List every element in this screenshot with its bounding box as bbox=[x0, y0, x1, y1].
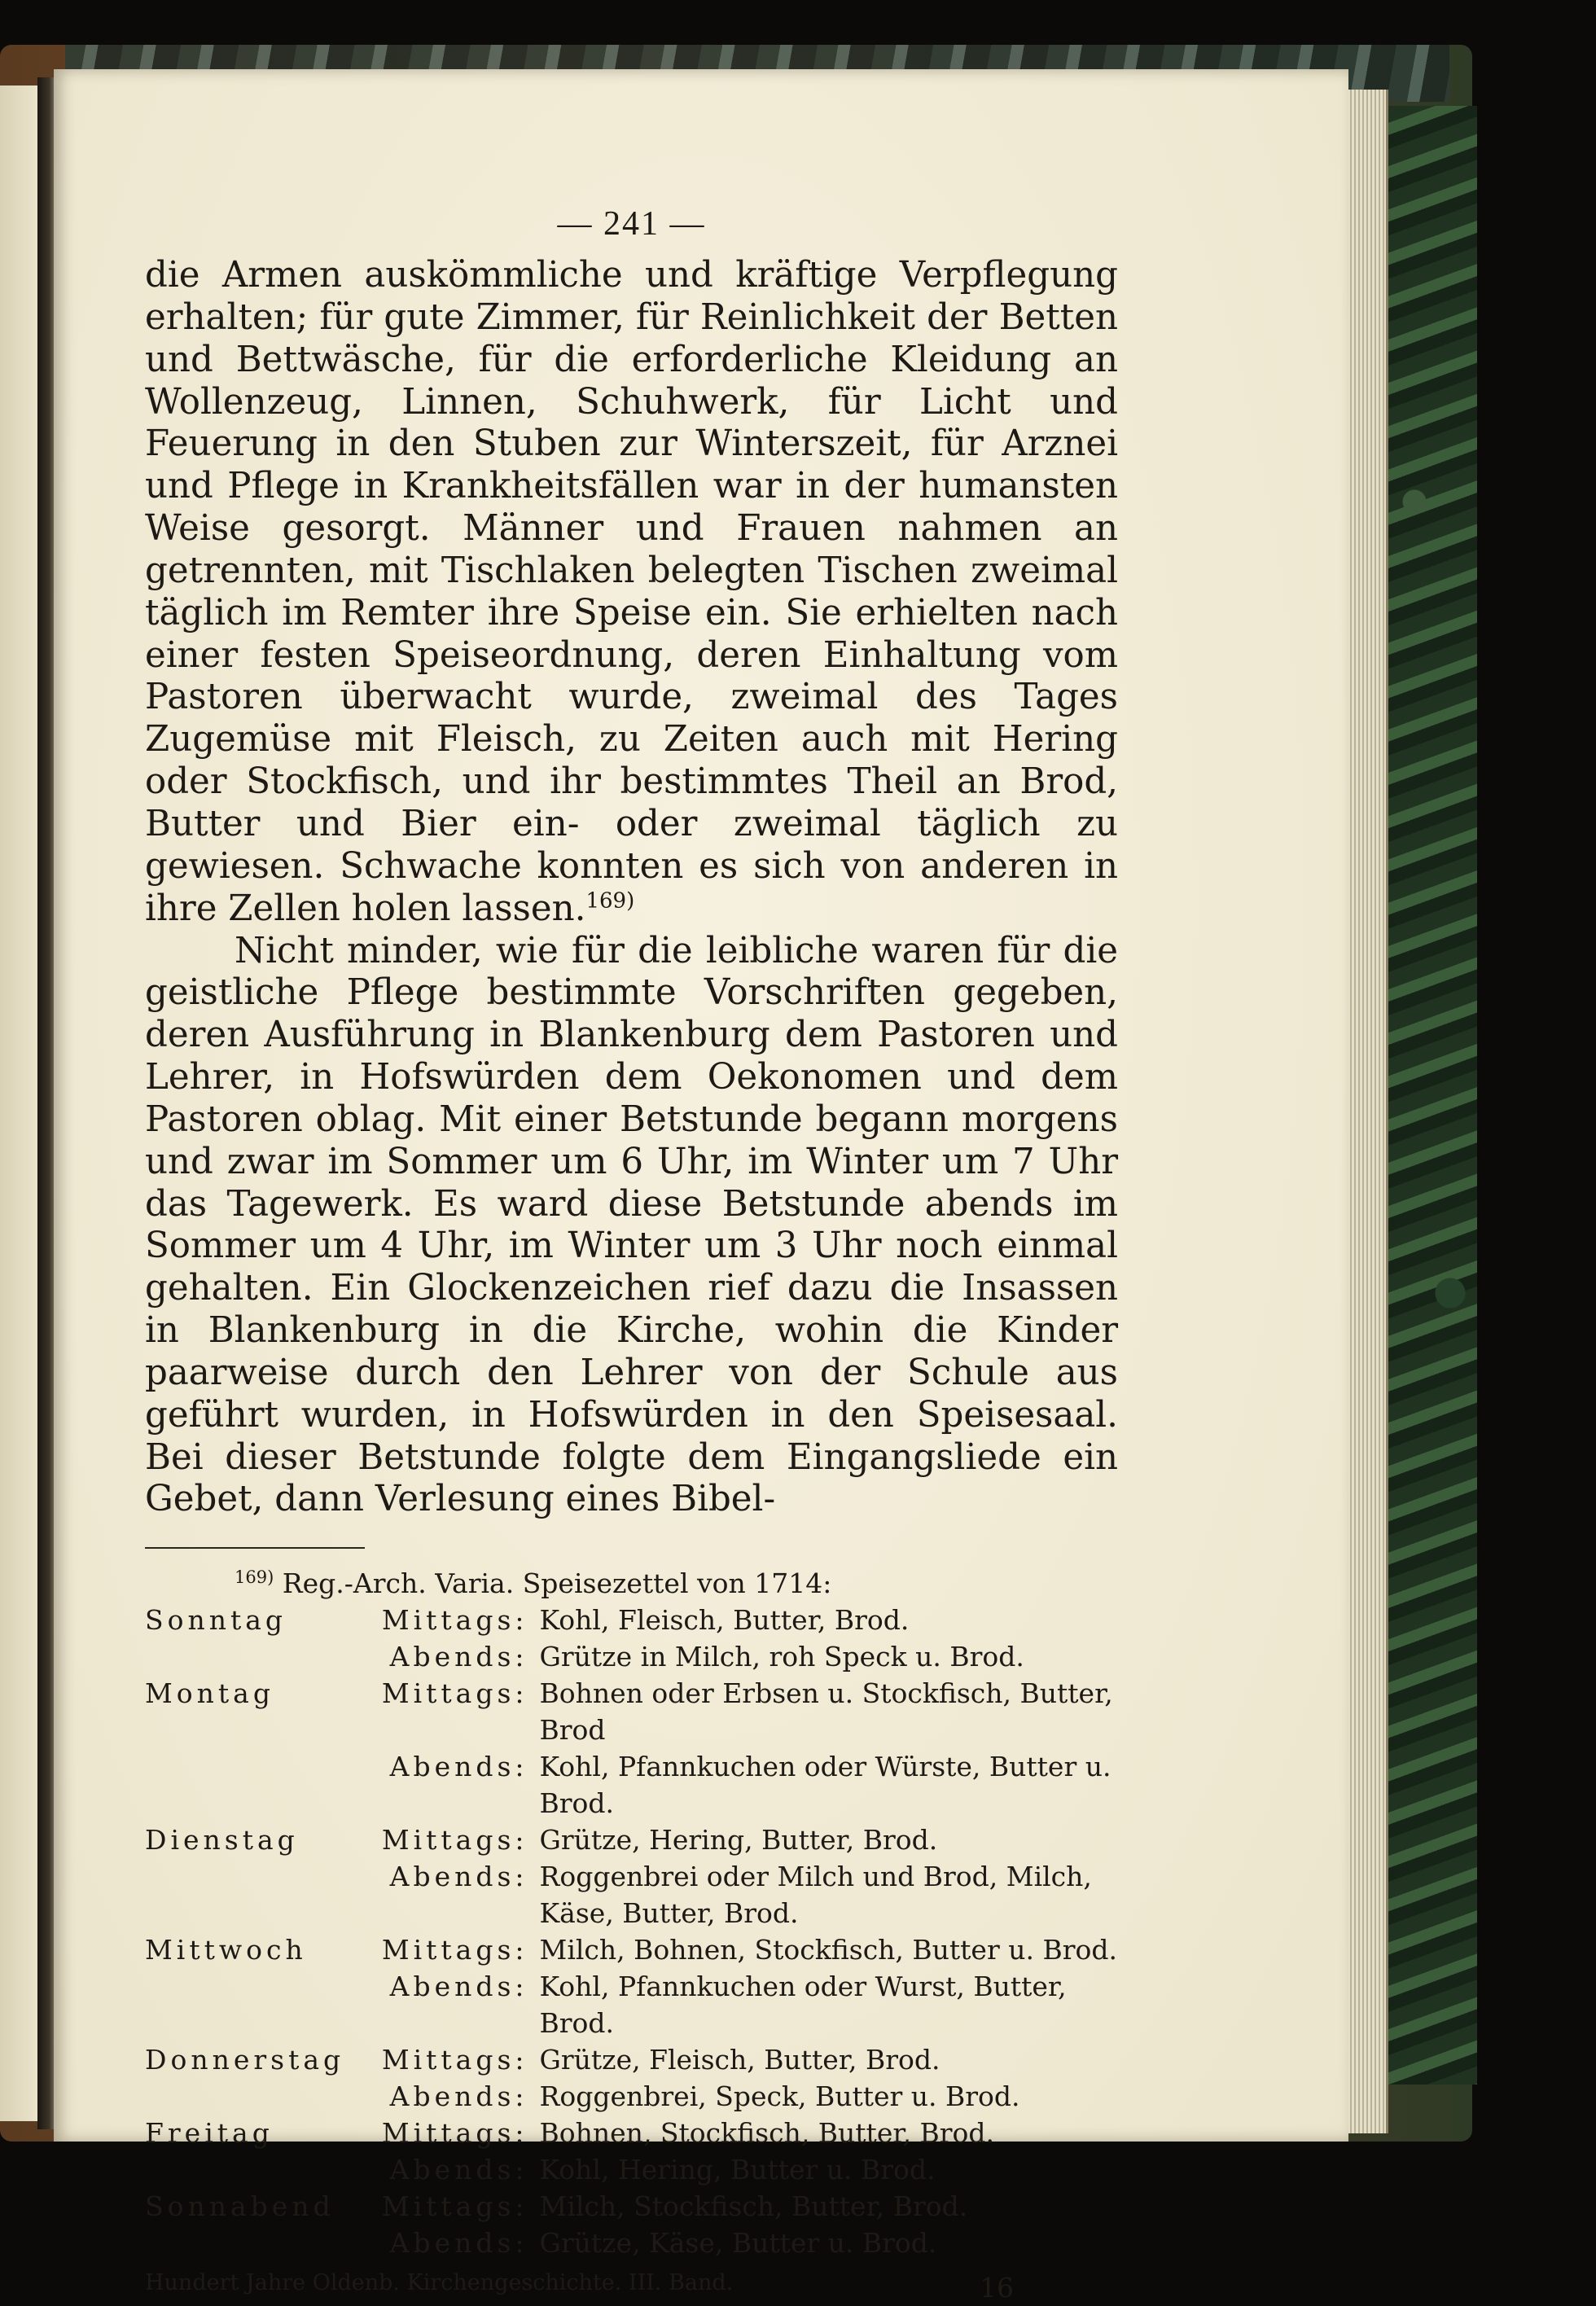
marbled-board bbox=[1384, 106, 1477, 2085]
paragraph-2: Nicht minder, wie für die leibliche waren für die geistliche Pflege bestimmte Vorschriften gegeben, deren Ausführung in Blankenburg dem Pastoren und Lehrer, in Hofswürden dem Oekonomen und dem Pastoren oblag. Mit einer Betstunde begann morgens und zwar im Sommer um 6 Uhr, im Winter um 7 Uhr das Tagewerk. Es ward diese Betstunde abends im Sommer um 4 Uhr, im Winter um 3 Uhr noch einmal gehalten. Ein Glockenzeichen rief dazu die Insassen in Blankenburg in die Kirche, wohin die Kinder paarweise durch den Lehrer von der Schule aus geführt wurden, in Hofswürden in den Speisesaal. Bei dieser Betstunde folgte dem Eingangsliede ein Gebet, dann Verlesung eines Bibel- bbox=[145, 930, 1118, 1520]
footnote-title-text: Reg.-Arch. Varia. Speisezettel von 1714: bbox=[282, 1567, 832, 1600]
page-content bbox=[145, 199, 1118, 2304]
page-number: — 241 — bbox=[557, 205, 706, 243]
menu-food: Grütze, Käse, Butter u. Brod. bbox=[539, 2227, 937, 2260]
menu-food: Grütze in Milch, roh Speck u. Brod. bbox=[539, 1641, 1024, 1673]
menu-row bbox=[145, 2078, 1118, 2115]
menu-food: Grütze, Hering, Butter, Brod. bbox=[539, 1824, 938, 1857]
menu-row bbox=[145, 1748, 1118, 1822]
menu-day bbox=[145, 2151, 344, 2188]
menu-meal: Abends: bbox=[389, 1861, 528, 1893]
menu-row bbox=[145, 1675, 1118, 1748]
menu-food: Kohl, Pfannkuchen oder Würste, Butter u. Brod. bbox=[539, 1751, 1112, 1820]
menu-food: Grütze, Fleisch, Butter, Brod. bbox=[539, 2044, 940, 2076]
printer-signature: Hundert Jahre Oldenb. Kirchengeschichte. III. Band. bbox=[145, 2270, 734, 2296]
menu-meal: Abends: bbox=[389, 1751, 528, 1783]
menu-meal: Mittags: bbox=[381, 2190, 528, 2223]
menu-row bbox=[145, 1638, 1118, 1675]
paragraph-1 bbox=[145, 255, 1118, 931]
paragraph-1-text: die Armen auskömmliche und kräftige Verpflegung erhalten; für gute Zimmer, für Reinlichkeit der Betten und Bettwäsche, für die erforderliche Kleidung an Wollenzeug, Linnen, Schuhwerk, für Licht und Feuerung in den Stuben zur Winterszeit, für Arznei und Pflege in Krankheitsfällen war in der humansten Weise gesorgt. Männer und Frauen nahmen an getrennten, mit Tischlaken belegten Tischen zweimal täglich im Remter ihre Speise ein. Sie erhielten nach einer festen Speiseordnung, deren Einhaltung vom Pastoren überwacht wurde, zweimal des Tages Zugemüse mit Fleisch, zu Zeiten auch mit Hering oder Stockfisch, und ihr bestimmtes Theil an Brod, Butter und Bier ein- oder zweimal täglich zu gewiesen. Schwache konnten es sich von anderen in ihre Zellen holen lassen. bbox=[145, 255, 1118, 929]
footnote-divider bbox=[145, 1547, 365, 1549]
menu-row bbox=[145, 1858, 1118, 1931]
menu-row bbox=[145, 1968, 1118, 2041]
menu-row bbox=[145, 2115, 1118, 2151]
footnote-title bbox=[145, 1565, 1118, 1602]
menu-row bbox=[145, 2041, 1118, 2078]
menu-day: Mittwoch bbox=[145, 1934, 307, 1966]
menu-day: Montag bbox=[145, 1677, 274, 1710]
menu-day bbox=[145, 1638, 344, 1675]
menu-day: Sonntag bbox=[145, 1604, 287, 1637]
menu-day: Sonnabend bbox=[145, 2190, 335, 2223]
footnote-reference: 169) bbox=[585, 888, 635, 914]
menu-meal: Abends: bbox=[389, 2227, 528, 2260]
menu-food: Roggenbrei oder Milch und Brod, Milch, Käse, Butter, Brod. bbox=[539, 1861, 1092, 1930]
menu-day bbox=[145, 1858, 344, 1931]
menu-meal: Mittags: bbox=[381, 2044, 528, 2076]
menu-row bbox=[145, 1602, 1118, 1638]
footnote-marker: 169) bbox=[235, 1567, 274, 1588]
menu-row bbox=[145, 1822, 1118, 1858]
menu-food: Roggenbrei, Speck, Butter u. Brod. bbox=[539, 2080, 1020, 2113]
menu-row bbox=[145, 2225, 1118, 2261]
menu-food: Kohl, Fleisch, Butter, Brod. bbox=[539, 1604, 910, 1637]
sheet-signature: 16 bbox=[980, 2272, 1014, 2304]
menu-row bbox=[145, 1931, 1118, 1968]
menu-meal: Abends: bbox=[389, 2154, 528, 2186]
menu-day: Dienstag bbox=[145, 1824, 299, 1857]
menu-food: Bohnen oder Erbsen u. Stockfisch, Butter, Brod bbox=[539, 1677, 1113, 1747]
menu-food: Milch, Stockfisch, Butter, Brod. bbox=[539, 2190, 968, 2223]
menu-day bbox=[145, 2078, 344, 2115]
menu-meal: Mittags: bbox=[381, 2117, 528, 2150]
page-footer bbox=[145, 2264, 1118, 2304]
menu-meal: Mittags: bbox=[381, 1604, 528, 1637]
menu-meal: Abends: bbox=[389, 1641, 528, 1673]
menu-food: Kohl, Hering, Butter u. Brod. bbox=[539, 2154, 936, 2186]
menu-row bbox=[145, 2151, 1118, 2188]
menu-meal: Abends: bbox=[389, 1971, 528, 2003]
menu-day: Freitag bbox=[145, 2117, 274, 2150]
menu-food: Milch, Bohnen, Stockfisch, Butter u. Brod. bbox=[539, 1934, 1117, 1966]
menu-meal: Mittags: bbox=[381, 1677, 528, 1710]
menu-day: Donnerstag bbox=[145, 2044, 345, 2076]
menu-meal: Mittags: bbox=[381, 1934, 528, 1966]
menu-day bbox=[145, 1748, 344, 1822]
menu-food: Bohnen, Stockfisch, Butter, Brod. bbox=[539, 2117, 994, 2150]
menu-row bbox=[145, 2188, 1118, 2225]
menu-meal: Abends: bbox=[389, 2080, 528, 2113]
menu-food: Kohl, Pfannkuchen oder Wurst, Butter, Brod. bbox=[539, 1971, 1067, 2040]
menu-table bbox=[145, 1602, 1118, 2261]
menu-day bbox=[145, 2225, 344, 2261]
menu-meal: Mittags: bbox=[381, 1824, 528, 1857]
menu-day bbox=[145, 1968, 344, 2041]
